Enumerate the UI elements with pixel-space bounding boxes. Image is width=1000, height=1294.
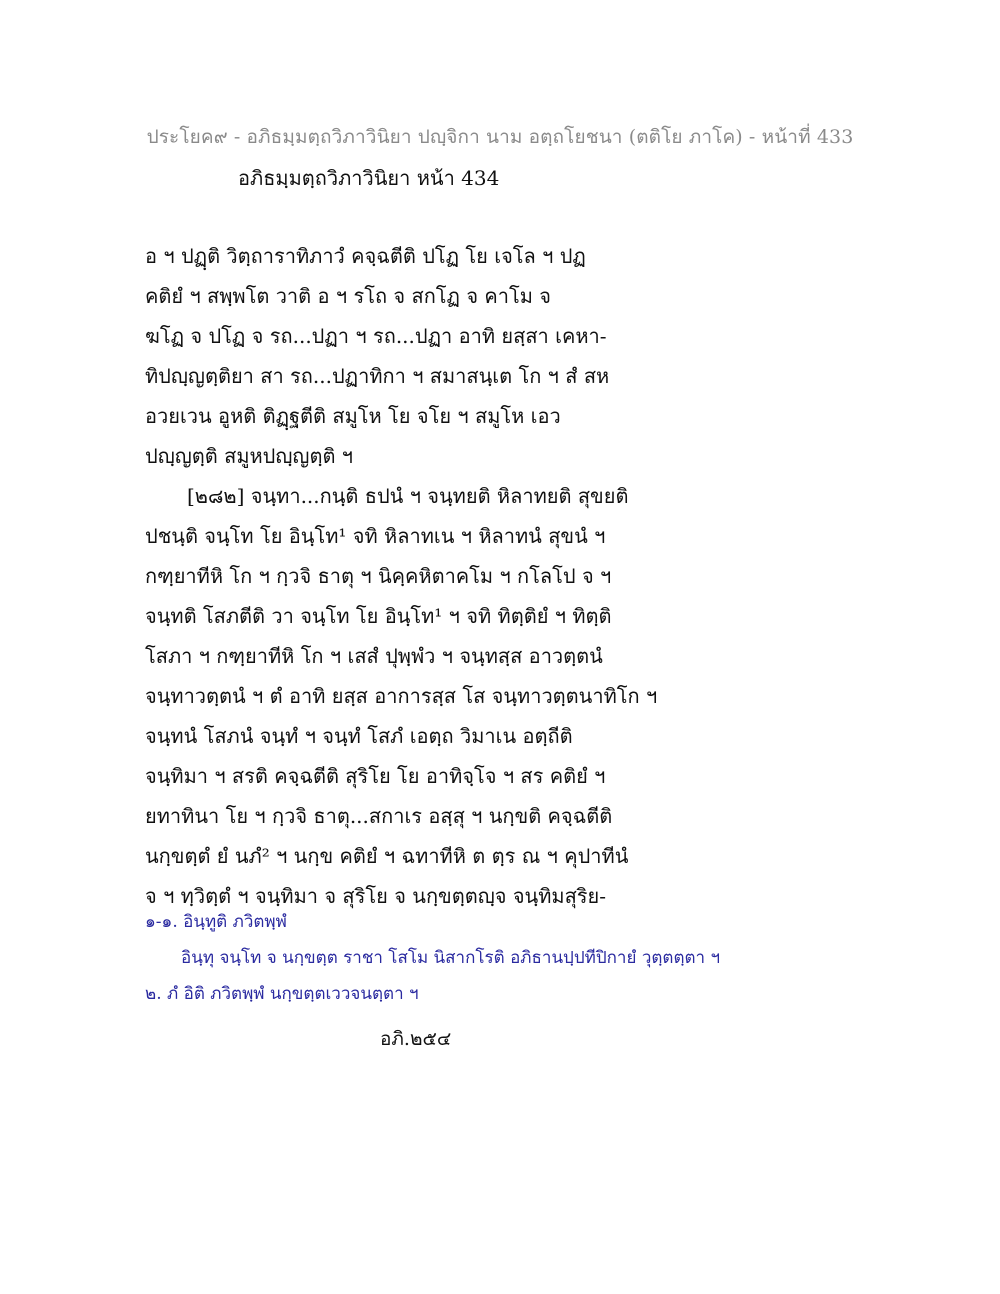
- footnote-2: ๒. ภํ อิติ ภวิตพฺพํ นกฺขตฺตเววจนตฺตา ฯ: [145, 984, 419, 1004]
- book-title: อภิธมฺมตฺถวิภาวินิยา หน้า 434: [238, 166, 500, 190]
- text-line-11: โสภา ฯ กฑฺยาทีหิ โก ฯ เสสํ ปุพฺพํว ฯ จนฺทสฺส อาวตฺตนํ: [145, 644, 603, 668]
- text-line-5: อวยเวน อูหติ ติฏฺฐตีติ สมูโห โย จโย ฯ สมูโห เอว: [145, 404, 561, 428]
- text-line-2: คติยํ ฯ สพฺพโต วาติ อ ฯ รโถ จ สกโฏ จ คาโม จ: [145, 284, 552, 308]
- text-line-15: ยทาทินา โย ฯ กฺวจิ ธาตุ...สกาเร อสฺสุ ฯ นกฺขติ คจฺฉตีติ: [145, 804, 613, 828]
- text-line-9: กฑฺยาทีหิ โก ฯ กฺวจิ ธาตุ ฯ นิคฺคหิตาคโม ฯ กโลโป จ ฯ: [145, 564, 612, 588]
- main-text: [145, 236, 705, 916]
- text-line-4: ทิปญฺญตฺติยา สา รถ...ปฏาทิกา ฯ สมาสนฺเต โก ฯ สํ สห: [145, 364, 610, 388]
- footnotes: [145, 904, 785, 1012]
- page-reference: อภิ.๒๕๔: [380, 1028, 452, 1050]
- text-line-7: [๒๘๒] จนฺทา...กนฺติ ธปนํ ฯ จนฺทยติ หิลาทยติ สุขยติ: [187, 484, 629, 508]
- text-line-6: ปญฺญตฺติ สมูหปญฺญตฺติ ฯ: [145, 444, 354, 468]
- text-line-16: นกฺขตฺตํ ยํ นภํ² ฯ นกฺข คติยํ ฯ ฉทาทีหิ ต ตฺร ณ ฯ คุปาทีนํ: [145, 844, 629, 868]
- text-line-12: จนฺทาวตฺตนํ ฯ ตํ อาทิ ยสฺส อาการสฺส โส จนฺทาวตฺตนาทิโก ฯ: [145, 684, 658, 708]
- footnote-1: ๑-๑. อินฺทูติ ภวิตพฺพํ: [145, 912, 287, 932]
- text-line-13: จนฺทนํ โสภนํ จนฺทํ ฯ จนฺทํ โสภํ เอตฺถ วิมาเน อตฺถีติ: [145, 724, 573, 748]
- text-line-17: จ ฯ ทฺวิตฺตํ ฯ จนฺทิมา จ สุริโย จ นกฺขตฺตญฺจ จนฺทิมสุริย-: [145, 884, 606, 908]
- text-line-14: จนฺทิมา ฯ สรติ คจฺฉตีติ สุริโย โย อาทิจฺโจ ฯ สร คติยํ ฯ: [145, 764, 606, 788]
- footnote-1-text: อินฺทุ จนฺโท จ นกฺขตฺต ราชา โสโม นิสากโรติ อภิธานปฺปทีปิกายํ วุตฺตตฺตา ฯ: [181, 948, 721, 968]
- running-header: ประโยค๙ - อภิธมฺมตฺถวิภาวินิยา ปญฺจิกา นาม อตฺถโยชนา (ตติโย ภาโค) - หน้าที่ 433: [146, 126, 854, 148]
- text-line-10: จนฺทติ โสภตีติ วา จนฺโท โย อินฺโท¹ ฯ จทิ ทิตฺติยํ ฯ ทิตฺติ: [145, 604, 612, 628]
- text-line-1: อ ฯ ปฏฺติ วิตฺถาราทิภาวํ คจฺฉตีติ ปโฏ โย เจโล ฯ ปฏ: [145, 244, 586, 268]
- text-line-3: ฆโฏ จ ปโฏ จ รถ...ปฏา ฯ รถ...ปฏา อาทิ ยสฺสา เคหา-: [145, 324, 607, 348]
- text-line-8: ปชนฺติ จนฺโท โย อินฺโท¹ จทิ หิลาทเน ฯ หิลาทนํ สุขนํ ฯ: [145, 524, 606, 548]
